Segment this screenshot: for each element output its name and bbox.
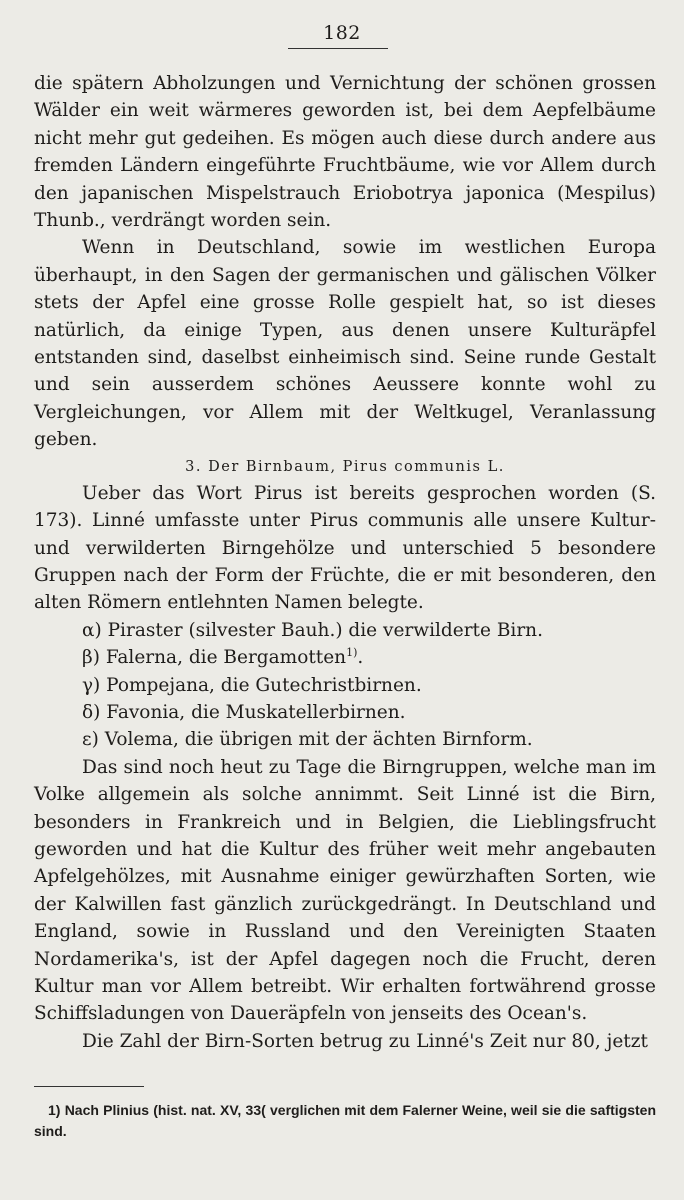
section-heading: 3. Der Birnbaum, Pirus communis L. — [185, 458, 505, 475]
list-marker: α) — [82, 619, 102, 641]
paragraph-3: Ueber das Wort Pirus ist bereits gesprochen worden (S. 173). Linné umfasste unter Pirus communis alle unsere Kultur- und verwilderten Birngehölze und unterschied 5 besondere Gruppen nach der Form der Früchte, die er mit besonderen, den alten Römern entlehnten Namen belegte. — [34, 482, 656, 614]
paragraph-4: Das sind noch heut zu Tage die Birngruppen, welche man im Volke allgemein als solche annimmt. Seit Linné ist die Birn, besonders in Frankreich und in Belgien, die Lieblingsfrucht geworden und hat die Kultur des früher weit mehr angebauten Apfelgehölzes, mit Ausnahme einiger gewürzhaften Sorten, wie der Kalwillen fast gänzlich zurückgedrängt. In Deutschland und England, sowie in Russland und den Vereinigten Staaten Nordamerika's, ist der Apfel dagegen noch die Frucht, deren Kultur man vor Allem betreibt. Wir erhalten fortwährend grosse Schiffsladungen von Daueräpfeln von jenseits des Ocean's. — [34, 756, 656, 1025]
footnote — [34, 1100, 656, 1142]
page-number-rule — [288, 48, 388, 49]
footnote-marker: 1) — [48, 1102, 61, 1118]
list-marker: γ) — [82, 674, 101, 696]
list-marker: δ) — [82, 701, 101, 723]
list-item: α) Piraster (silvester Bauh.) die verwilderte Birn. — [82, 619, 543, 641]
list-item: δ) Favonia, die Muskatellerbirnen. — [82, 701, 406, 723]
list-item: β) Falerna, die Bergamotten$^{1)}$. — [82, 645, 364, 669]
paragraph-1: die spätern Abholzungen und Vernichtung der schönen grossen Wälder ein weit wärmeres geworden ist, bei dem Aepfelbäume nicht mehr gut gedeihen. Es mögen auch diese durch andere aus fremden Ländern eingeführte Fruchtbäume, wie vor Allem durch den japanischen Mispelstrauch Eriobotrya japonica (Mespilus) Thunb., verdrängt worden sein. — [34, 73, 656, 232]
paragraph-5: Die Zahl der Birn-Sorten betrug zu Linné's Zeit nur 80, jetzt — [82, 1030, 648, 1052]
page-number: 182 — [323, 22, 361, 44]
list-marker: β) — [82, 647, 100, 669]
pear-group-list — [34, 617, 656, 754]
footnote-text: Nach Plinius (hist. nat. XV, 33( verglichen mit dem Falerner Weine, weil sie die saftigsten sind. — [34, 1102, 656, 1139]
list-marker: ε) — [82, 729, 99, 751]
footnote-reference: 1) — [346, 645, 358, 659]
list-item: γ) Pompejana, die Gutechristbirnen. — [82, 674, 422, 696]
body-text — [34, 70, 656, 1055]
footnote-rule — [34, 1086, 144, 1087]
paragraph-2: Wenn in Deutschland, sowie im westlichen Europa überhaupt, in den Sagen der germanischen und gälischen Völker stets der Apfel eine grosse Rolle gespielt hat, so ist dieses natürlich, da einige Typen, aus denen unsere Kulturäpfel entstanden sind, daselbst einheimisch sind. Seine runde Gestalt und sein ausserdem schönes Aeussere konnte wohl zu Vergleichungen, vor Allem mit der Weltkugel, Veranlassung geben. — [34, 237, 656, 451]
list-item: ε) Volema, die übrigen mit der ächten Birnform. — [82, 729, 533, 751]
